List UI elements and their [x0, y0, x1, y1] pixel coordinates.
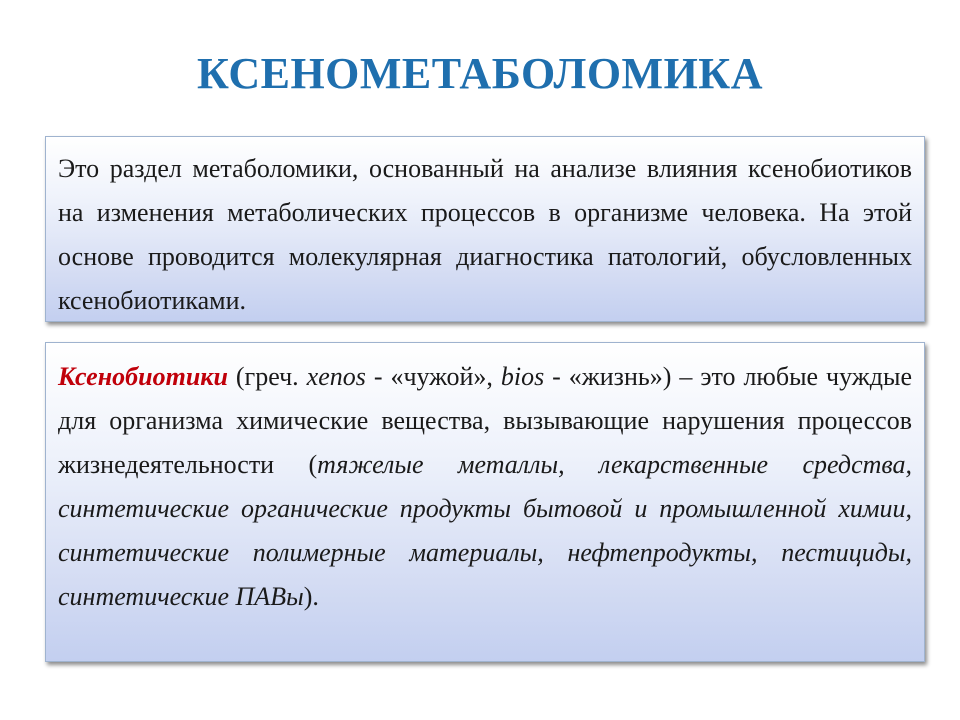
- bios-word: bios: [500, 362, 545, 391]
- xenobiotics-box: [45, 342, 925, 662]
- definition-box: [45, 136, 925, 322]
- definition-text: Это раздел метаболомики, основанный на анализе влияния ксенобиотиков на изменения метаболических процессов в организме человека. На этой основе проводится молекулярная диагностика патологий, обусловленных ксенобиотиками.: [58, 154, 912, 315]
- xenos-word: xenos: [306, 362, 366, 391]
- xenobiotics-term: Ксенобиотики: [58, 362, 228, 391]
- greek-open-text: (греч.: [227, 362, 307, 391]
- slide-title: КСЕНОМЕТАБОЛОМИКА: [197, 49, 763, 98]
- examples-text: тяжелые металлы, лекарственные средства, синтетические органические продукты бытовой и промышленной химии, синтетические полимерные материалы, нефтепродукты, пестициды, синтетические ПАВы: [58, 450, 912, 611]
- xenos-meaning-text: - «чужой»,: [365, 362, 501, 391]
- bios-meaning-text: - «жизнь») – это любые чуждые для организма химические вещества, вызывающие нарушения процессов жизнедеятельности (: [58, 362, 912, 479]
- closing-text: ).: [303, 582, 319, 611]
